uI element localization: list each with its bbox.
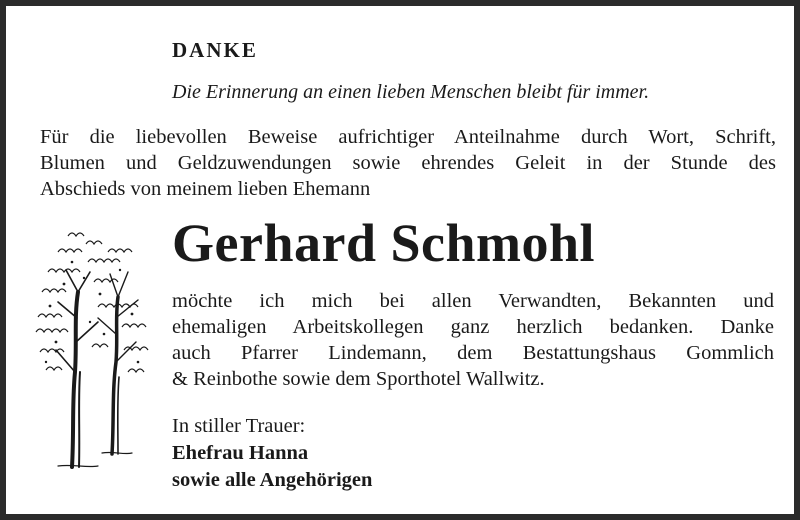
thanks-line: möchte ich mich bei allen Verwandten, Bekannten und bbox=[172, 290, 774, 312]
mourning-label: In stiller Trauer: bbox=[172, 415, 306, 437]
intro-line: Für die liebevollen Beweise aufrichtiger Anteilnahme durch Wort, Schrift, bbox=[40, 126, 776, 148]
intro-line: Abschieds von meinem lieben Ehemann bbox=[40, 178, 371, 200]
signatory-widow: Ehefrau Hanna bbox=[172, 442, 309, 464]
thanks-line: & Reinbothe sowie dem Sporthotel Wallwitz. bbox=[172, 368, 545, 390]
thanks-line: ehemaligen Arbeitskollegen ganz herzlich bedanken. Danke bbox=[172, 316, 774, 338]
signatory-relatives: sowie alle Angehörigen bbox=[172, 469, 373, 491]
tree-illustration-icon bbox=[28, 222, 158, 472]
deceased-name: Gerhard Schmohl bbox=[172, 213, 596, 273]
intro-paragraph bbox=[40, 124, 776, 202]
mourning-block bbox=[172, 413, 372, 494]
memorial-quote: Die Erinnerung an einen lieben Menschen bleibt für immer. bbox=[172, 81, 650, 103]
thanks-paragraph bbox=[172, 288, 774, 392]
thanks-line: auch Pfarrer Lindemann, dem Bestattungshaus Gommlich bbox=[172, 342, 774, 364]
notice-heading: DANKE bbox=[172, 38, 258, 62]
intro-line: Blumen und Geldzuwendungen sowie ehrendes Geleit in der Stunde des bbox=[40, 152, 776, 174]
